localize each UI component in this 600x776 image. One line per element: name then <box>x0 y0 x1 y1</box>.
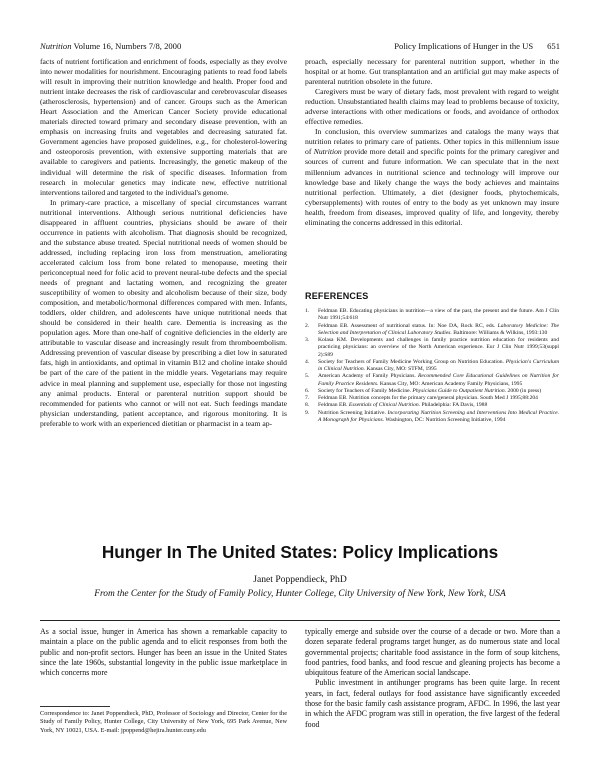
reference-number: 2. <box>305 322 310 329</box>
conclusion-text-a: In conclusion, this overview summarizes and catalogs the many ways that nutrition relates to primary care of patients. Other topics in this millennium issue of <box>305 127 559 157</box>
journal-name: Nutrition <box>40 41 72 51</box>
article-paragraph-2: Public investment in antihunger programs has been quite large. In recent years, in fact, federal outlays for food assistance have significantly exceeded those for the basic family cash assistance program, AFDC. In 1996, the last year in which the AFDC program was still in operation, the five largest of the federal food <box>305 678 560 729</box>
right-paragraph-2: Caregivers must be wary of dietary fads, most prevalent with regard to weight reduction. Unsubstantiated health claims may lead to problems because of toxicity, adverse interactions with other medications or foods, and avoidance of orthodox effective remedies. <box>305 87 559 127</box>
article-author: Janet Poppendieck, PhD <box>253 574 347 585</box>
right-column <box>305 57 559 228</box>
correspondence-note: Correspondence to: Janet Poppendieck, PhD, Professor of Sociology and Director, Center for the Study of Family Policy, Hunter College, City University of New York, 695 Park Avenue, New York, NY 10021, USA. E-mail: jpoppend@hejira.hunter.cuny.edu <box>40 710 287 734</box>
left-paragraph-1: facts of nutrient fortification and enrichment of foods, especially as they evolve into newer modalities for nourishment. Encouraging patients to read food labels will result in improving their nutrition knowledge and health. Proper food and nutrient intake decreases the risk of cardiovascular and cerebrovascular diseases (atherosclerosis, hypertension) and of cancer. Groups such as the American Heart Association and the American Cancer Society provide educational materials directed toward primary and secondary disease prevention, with an emphasis on increasing fruits and vegetables and decreasing saturated fat. Government agencies have proposed guidelines, e.g., for cholesterol-lowering and osteoporosis prevention, with extensive supporting materials that are available to caregivers and patients. Increasingly, the genetic makeup of the individual will determine the risk of specific diseases. Information from research in molecular genetics may indicate new, effective nutritional interventions tailored and targeted to the individual's genome. <box>40 57 287 197</box>
article-title: Hunger In The United States: Policy Implications <box>101 542 499 562</box>
reference-number: 3. <box>305 337 310 343</box>
journal-name-inline: Nutrition <box>313 147 342 157</box>
left-column <box>40 57 287 522</box>
page-number: 651 <box>547 41 560 51</box>
article-body-right <box>305 627 560 730</box>
reference-item: 8. Feldman EB. Essentials of Clinical Nutrition. Philadelphia: FA Davis, 1988 <box>305 402 488 409</box>
references-list <box>305 308 559 424</box>
right-paragraph-3 <box>305 127 559 227</box>
volume-info: Volume 16, Numbers 7/8, 2000 <box>73 41 182 51</box>
title-divider <box>40 620 560 621</box>
header-right <box>394 40 560 52</box>
article-paragraph-1: As a social issue, hunger in America has shown a remarkable capacity to maintain a place on the public agenda and to elicit responses from both the public and non-profit sectors. Hunger has been an issue in the United States since the late 1960s, substantial longevity in the public issue marketplace in which concerns more <box>40 627 287 678</box>
reference-item: 4. Society for Teachers of Family Medicine Working Group on Nutrition Education. Physician's Curriculum in Clinical Nutrition. Kansas City, MO: STFM, 1995 <box>305 358 559 372</box>
article-body-left <box>40 627 287 678</box>
reference-item: 6. Society for Teachers of Family Medicine. Physicians Guide to Outpatient Nutrition. 2000 (in press) <box>305 387 542 394</box>
references-heading: REFERENCES <box>305 291 369 301</box>
reference-number: 1. <box>305 308 310 314</box>
reference-item: 5. American Academy of Family Physicians. Recommended Core Educational Guidelines on Nutrition for Family Practice Residents. Kansas City, MO: American Academy Family Physicians, 1995 <box>305 373 559 387</box>
reference-number: 6. <box>305 387 310 394</box>
left-paragraph-2: In primary-care practice, a miscellany of special circumstances warrant nutritional interventions. Although serious nutritional deficiencies have disappeared in affluent countries, physicians should be aware of their occurrence in patients with alcoholism. That diagnosis should be recognized, and the substance abuse treated. Special nutritional needs of women should be addressed, including replacing iron loss from menstruation, ameliorating accelerated calcium loss from bone related to menopause, meeting their periconceptual need for folic acid to prevent neural-tube defects and the special needs of pregnant and lactating women, and recognizing the greater susceptibility of women to obesity and alcoholism because of their size, body composition, and metabolic/hormonal differences compared with men. Infants, toddlers, older children, and adolescents have unique nutritional needs that should be considered in their health care. Dementia is increasing as the population ages. More than one-half of cognitive deficiencies in the elderly are attributable to vascular disease and increasingly result from thromboembolism. Addressing prevention of vascular disease by prescribing a diet low in saturated fats, high in antioxidants, and optimal in vitamin B12 and choline intake should be part of the care of the patient in the middle years. Vegetarians may require advice in meal planning and supplement use, especially for those not ingesting any animal products. Enteral or parenteral nutrition support should be recommended for patients who cannot or will not eat. Such feedings mandate physician understanding, patient acceptance, and rigorous monitoring. It is preferable to work with an experienced dietitian or pharmacist in a team ap- <box>40 197 287 428</box>
reference-number: 8. <box>305 402 310 409</box>
article-paragraph-1-cont: typically emerge and subside over the course of a decade or two. More than a dozen separate federal programs target hunger, as do numerous state and local governmental projects; charitable food assistance in the form of soup kitchens, food pantries, food banks, and food rescue and gleaning projects has become a ubiquitous feature of the American social landscape. <box>305 627 560 678</box>
right-paragraph-1: proach, especially necessary for parenteral nutrition support, whether in the hospital or at home. Gut transplantation and an artificial gut may make aspects of parenteral nutrition obsolete in the future. <box>305 57 559 87</box>
running-header <box>40 40 560 52</box>
footnote-divider <box>40 706 110 707</box>
reference-item: 1. Feldman EB. Educating physicians in nutrition—a view of the past, the present and the future. Am J Clin Nutr 1991;54:618 <box>305 308 559 322</box>
conclusion-text-b: provide more detail and specific points for the primary caregiver and sources of current and future information. We can speculate that in the next millennium advances in nutritional science and technology will improve our knowledge base and likely change the ways the body achieves and maintains nutritional perfection. Ultimately, a diet (designer foods, phytochemicals, cybersupplements) with routes of entry to the body as yet unknown may insure health, freedom from diseases, improved quality of life, and longevity, thereby eliminating the concerns addressed in this editorial. <box>305 147 559 227</box>
reference-item: 3. Kolasa KM. Developments and challenges in family practice nutrition education for residents and practicing physicians: an overview of the North American experience. Eur J Clin Nutr 1999;53(suppl 2):S89 <box>305 337 559 358</box>
reference-item: 7. Feldman EB. Nutrition concepts for the primary care/general physician. South Med J 1995;88:204 <box>305 395 538 401</box>
reference-item: 9. Nutrition Screening Initiative. Incorporating Nutrition Screening and Interventions Into Medical Practice. A Monograph for Physicians. Washington, DC: Nutrition Screening Initiative, 1994 <box>305 409 559 423</box>
article-affiliation: From the Center for the Study of Family Policy, Hunter College, City University of New York, New York, USA <box>94 589 506 599</box>
reference-number: 5. <box>305 373 310 380</box>
reference-number: 9. <box>305 409 310 416</box>
reference-number: 7. <box>305 395 310 401</box>
reference-item: 2. Feldman EB. Assessment of nutritional status. In: Noe DA, Rock RC, eds. Laboratory Medicine: The Selection and Interpretation of Clinical Laboratory Studies. Baltimore: Williams & Wilkins, 1993:130 <box>305 322 559 336</box>
running-title: Policy Implications of Hunger in the US <box>394 41 534 51</box>
reference-number: 4. <box>305 358 310 365</box>
